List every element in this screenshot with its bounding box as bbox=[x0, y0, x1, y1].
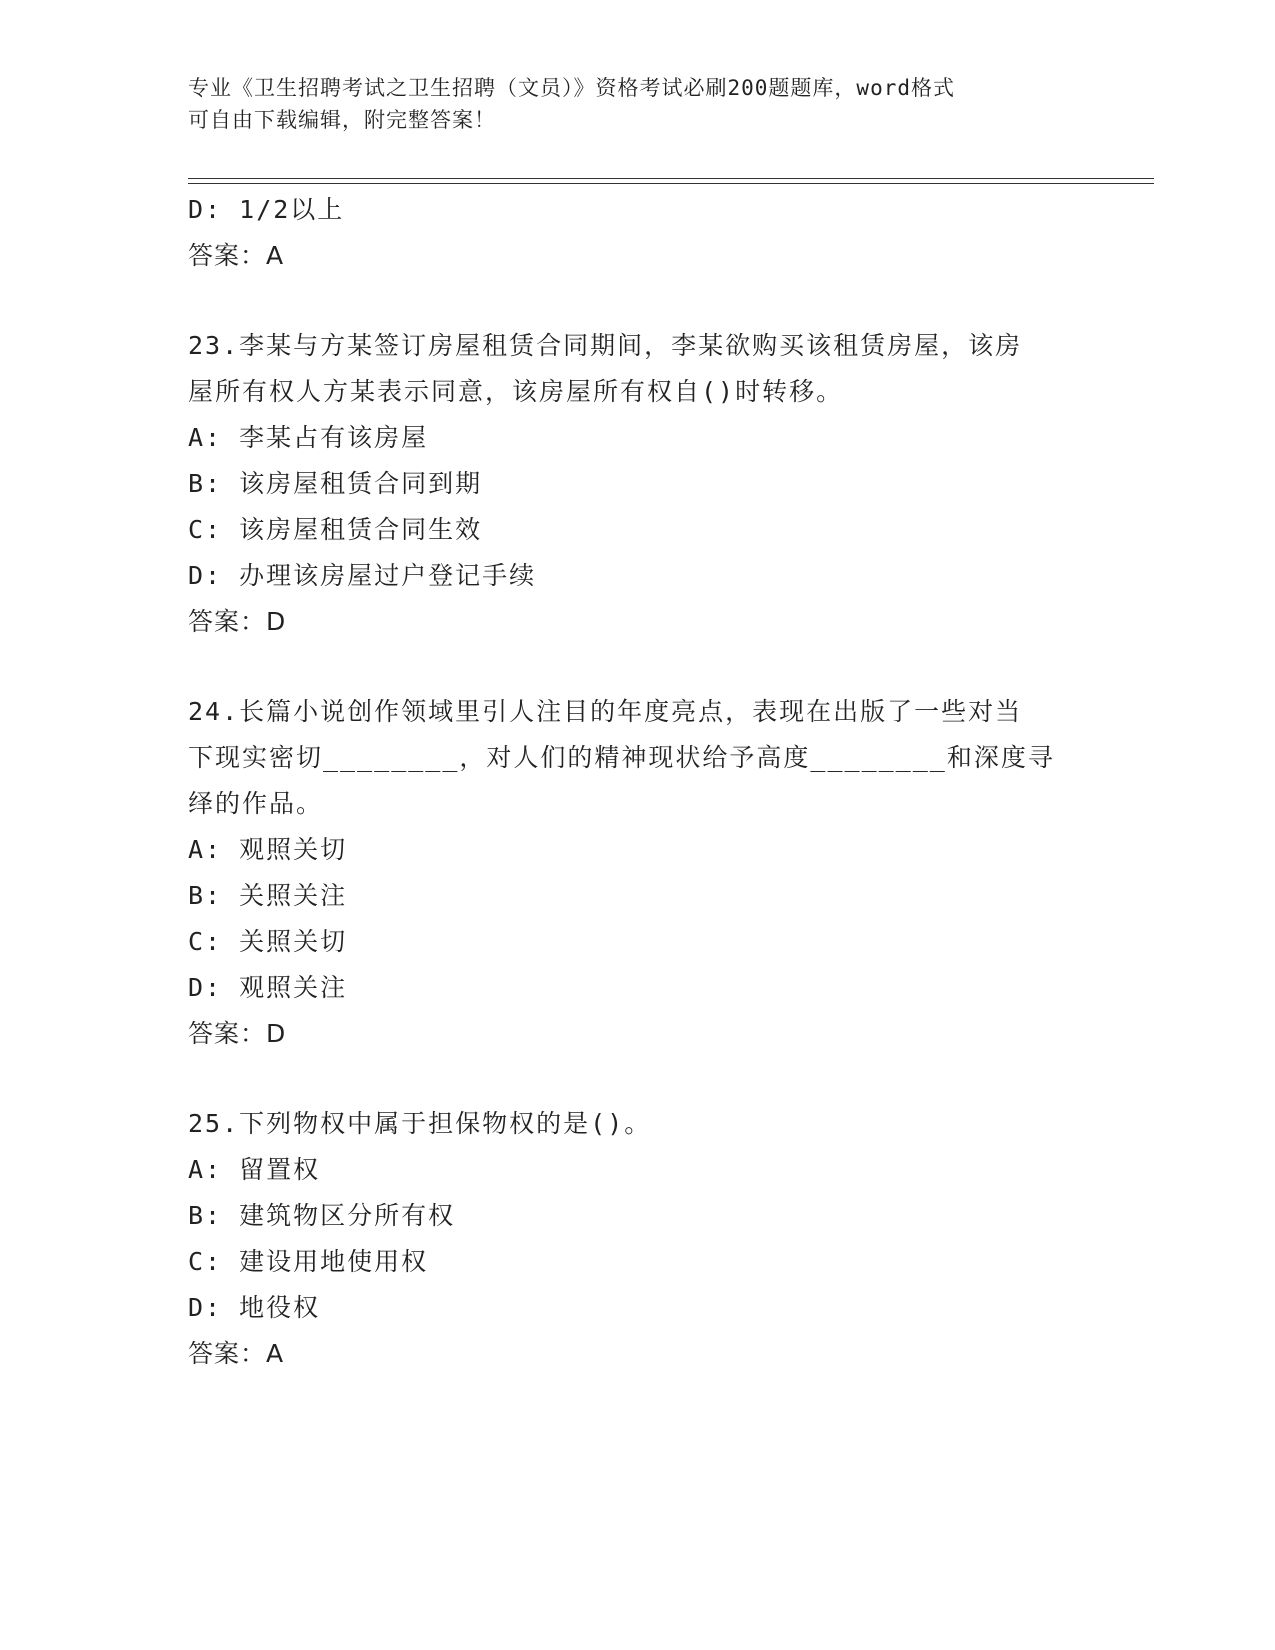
option-d: D: 观照关注 bbox=[188, 973, 348, 1002]
answer: 答案：D bbox=[188, 607, 287, 636]
answer: 答案：A bbox=[188, 1339, 285, 1368]
option-c: C: 建设用地使用权 bbox=[188, 1247, 429, 1276]
question-24 bbox=[188, 689, 1088, 1057]
option-d: D: 地役权 bbox=[188, 1293, 321, 1322]
option-c: C: 关照关切 bbox=[188, 927, 348, 956]
header-line-2: 可自由下载编辑，附完整答案！ bbox=[188, 108, 496, 132]
document-header bbox=[188, 72, 1088, 136]
option-b: B: 建筑物区分所有权 bbox=[188, 1201, 456, 1230]
option-b: B: 该房屋租赁合同到期 bbox=[188, 469, 483, 498]
option-c: C: 该房屋租赁合同生效 bbox=[188, 515, 483, 544]
header-rule-top bbox=[188, 178, 1154, 179]
option-d: D: 办理该房屋过户登记手续 bbox=[188, 561, 537, 590]
answer: 答案：A bbox=[188, 241, 285, 270]
question-text-line: 下现实密切________，对人们的精神现状给予高度________和深度寻 bbox=[188, 743, 1055, 772]
header-rule-bottom bbox=[188, 183, 1154, 184]
answer: 答案：D bbox=[188, 1019, 287, 1048]
header-line-1: 专业《卫生招聘考试之卫生招聘（文员）》资格考试必刷200题题库，word格式 bbox=[188, 76, 955, 100]
option-a: A: 李某占有该房屋 bbox=[188, 423, 429, 452]
option-a: A: 留置权 bbox=[188, 1155, 321, 1184]
question-text-line: 绎的作品。 bbox=[188, 789, 324, 818]
question-23 bbox=[188, 323, 1088, 645]
question-text-line: 24.长篇小说创作领域里引人注目的年度亮点，表现在出版了一些对当 bbox=[188, 697, 1023, 726]
question-22-tail bbox=[188, 187, 1088, 279]
question-text-line: 25.下列物权中属于担保物权的是()。 bbox=[188, 1109, 652, 1138]
question-text-line: 屋所有权人方某表示同意，该房屋所有权自()时转移。 bbox=[188, 377, 844, 406]
question-25 bbox=[188, 1101, 1088, 1377]
option-b: B: 关照关注 bbox=[188, 881, 348, 910]
option-d: D: 1/2以上 bbox=[188, 195, 345, 224]
question-list bbox=[188, 187, 1088, 1377]
question-text-line: 23.李某与方某签订房屋租赁合同期间，李某欲购买该租赁房屋，该房 bbox=[188, 331, 1023, 360]
option-a: A: 观照关切 bbox=[188, 835, 348, 864]
